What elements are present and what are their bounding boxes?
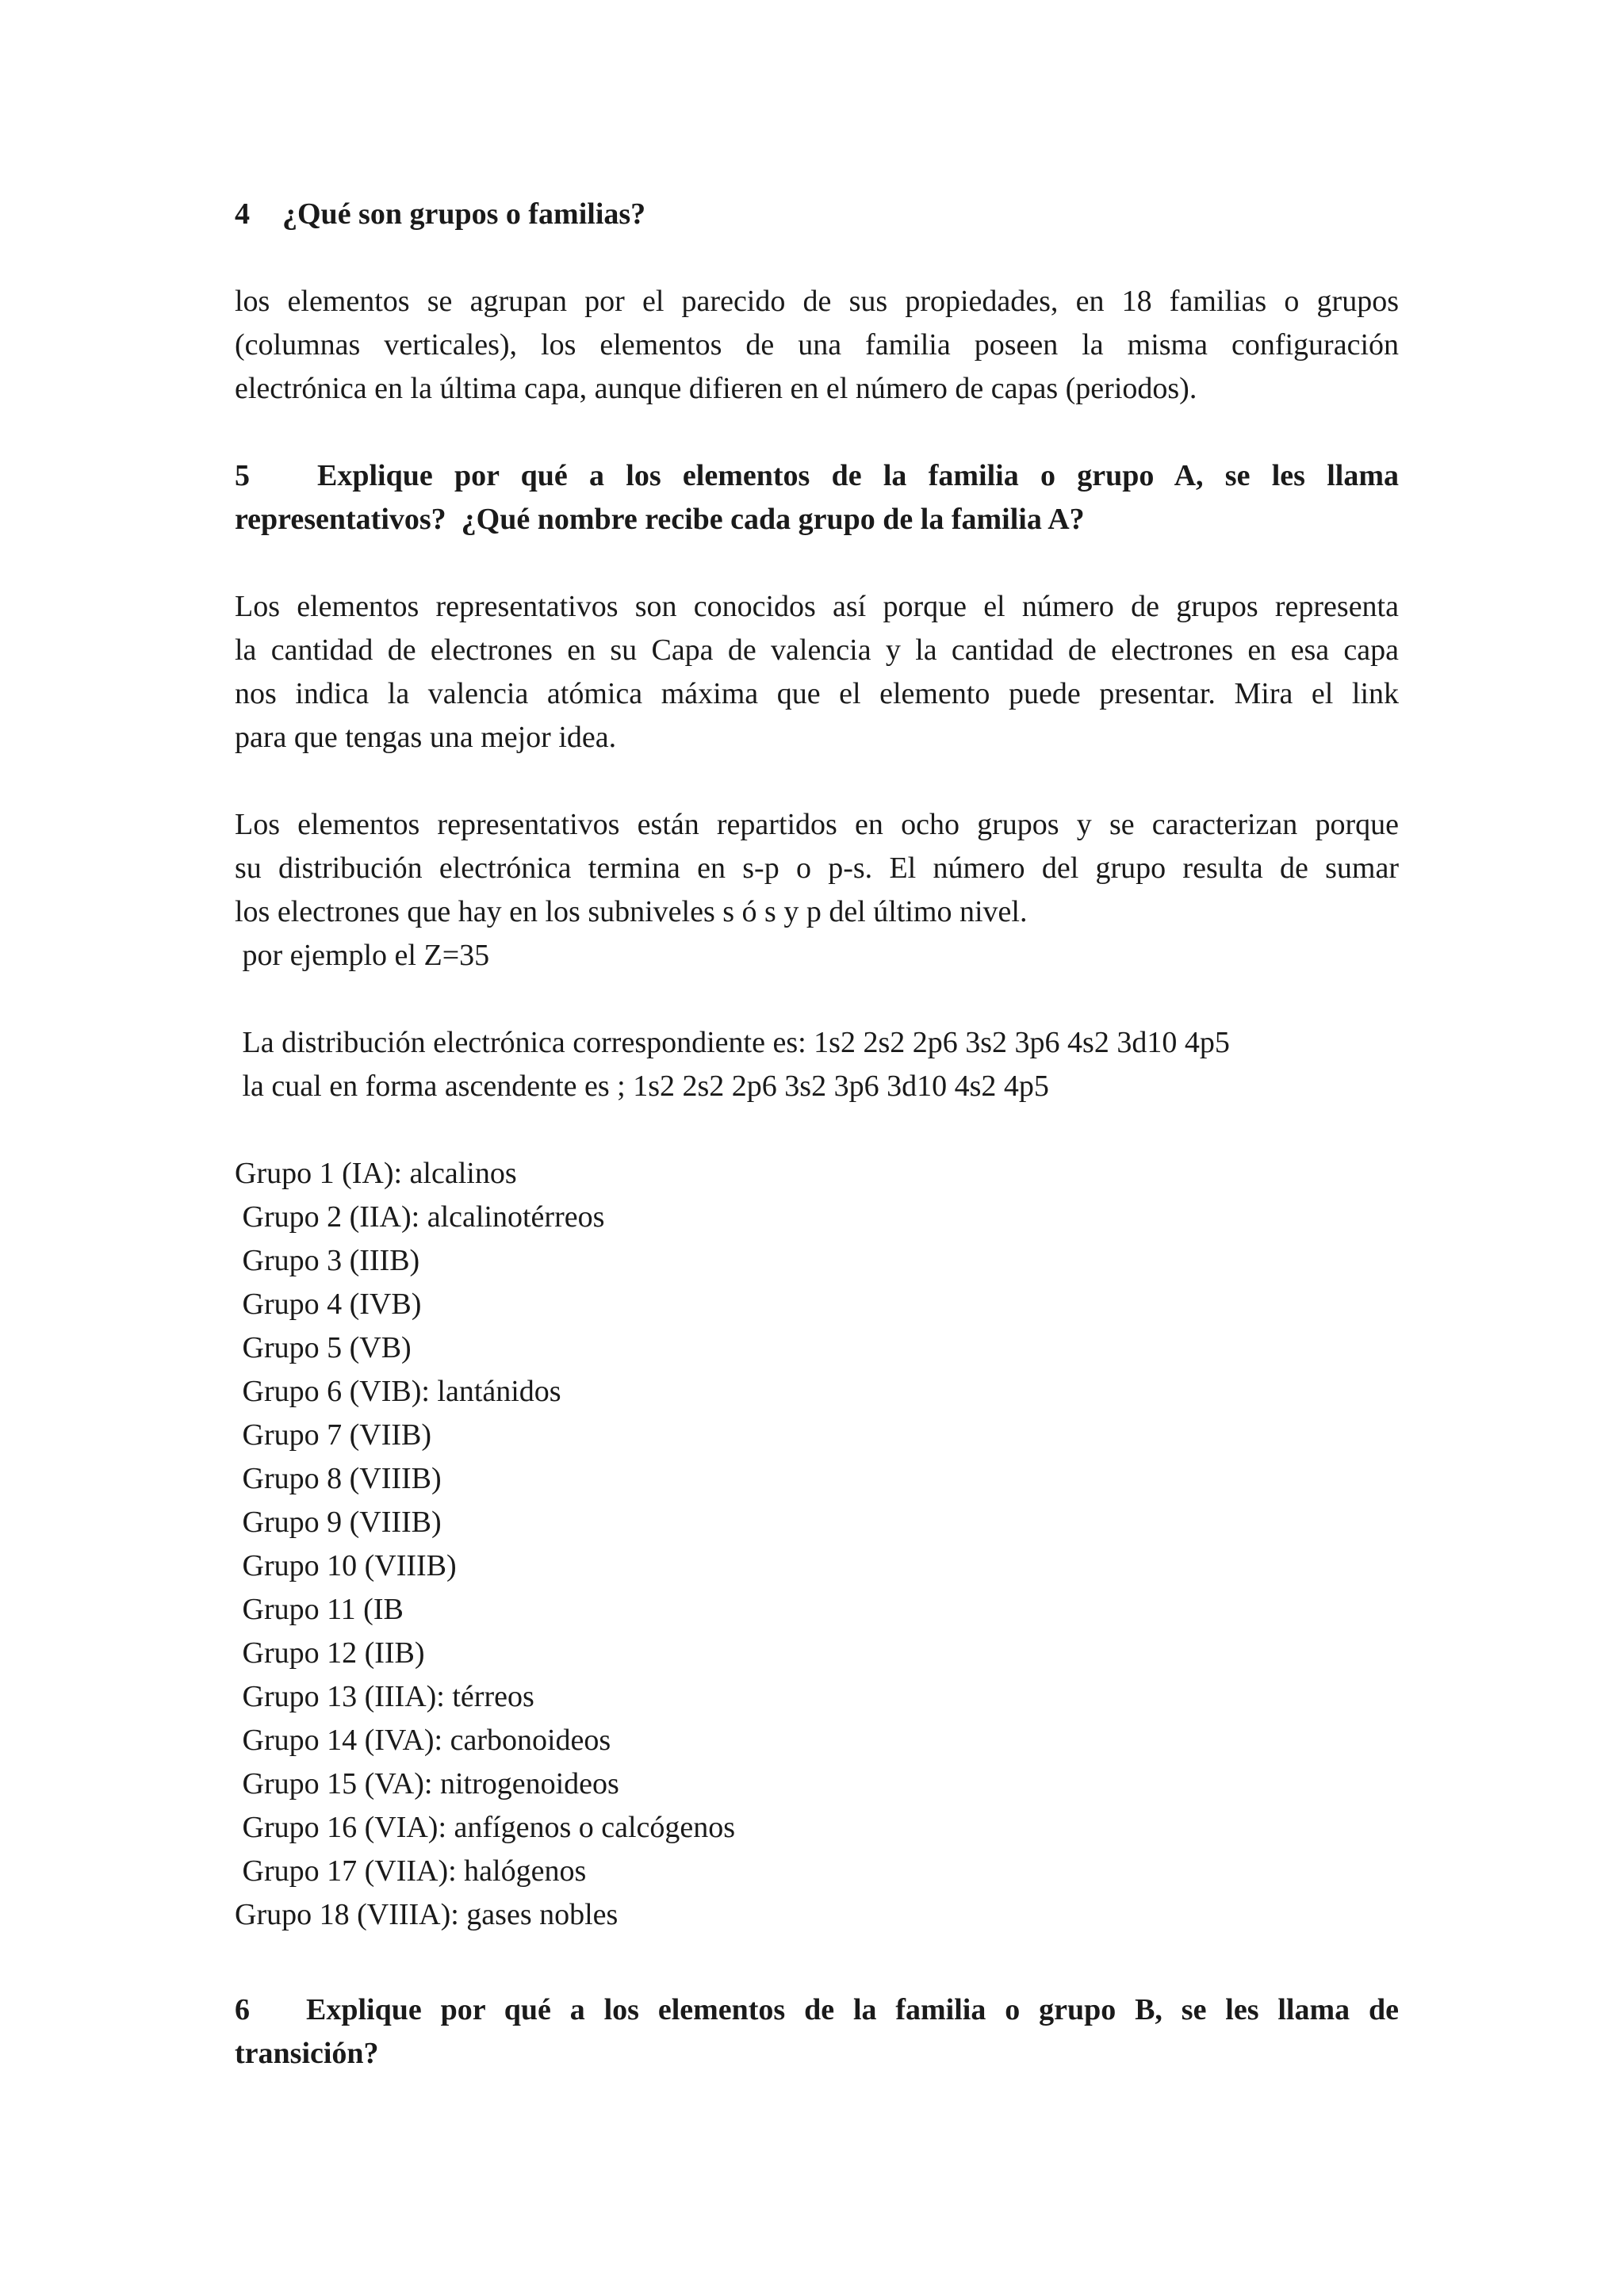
list-item: Grupo 14 (IVA): carbonoideos — [235, 1724, 611, 1757]
paragraph-line: la cual en forma ascendente es ; 1s2 2s2 2p6 3s2 3p6 3d10 4s2 4p5 — [235, 1070, 1049, 1103]
list-item: Grupo 5 (VB) — [235, 1331, 412, 1364]
list-item: Grupo 9 (VIIIB) — [235, 1506, 442, 1539]
list-item: Grupo 2 (IIA): alcalinotérreos — [235, 1200, 605, 1234]
answer-line: (columnas verticales), los elementos de una familia poseen la misma configuración — [235, 328, 1399, 362]
question-5-paragraph-3 — [235, 1021, 1399, 1108]
answer-line: electrónica en la última capa, aunque difieren en el número de capas (periodos). — [235, 372, 1197, 405]
question-4-heading — [235, 193, 1399, 236]
list-item: Grupo 15 (VA): nitrogenoideos — [235, 1767, 619, 1800]
list-item: Grupo 6 (VIB): lantánidos — [235, 1375, 561, 1408]
paragraph-line: nos indica la valencia atómica máxima que el elemento puede presentar. Mira el link — [235, 677, 1399, 710]
list-item: Grupo 3 (IIIB) — [235, 1244, 420, 1277]
paragraph-line: La distribución electrónica correspondiente es: 1s2 2s2 2p6 3s2 3p6 4s2 3d10 4p5 — [235, 1026, 1230, 1059]
list-item: Grupo 1 (IA): alcalinos — [235, 1157, 517, 1190]
groups-list — [235, 1152, 1399, 1937]
question-6-title-line-1: 6 Explique por qué a los elementos de la familia o grupo B, se les llama de — [235, 1988, 1399, 2032]
paragraph-line: los electrones que hay en los subniveles s ó s y p del último nivel. — [235, 895, 1028, 928]
list-item: Grupo 11 (IB — [235, 1593, 404, 1626]
list-item: Grupo 18 (VIIIA): gases nobles — [235, 1898, 619, 1931]
question-4-answer — [235, 280, 1399, 411]
question-5-title-line-1: 5 Explique por qué a los elementos de la familia o grupo A, se les llama — [235, 454, 1399, 498]
list-item: Grupo 7 (VIIB) — [235, 1418, 432, 1452]
list-item: Grupo 16 (VIA): anfígenos o calcógenos — [235, 1811, 736, 1844]
question-4-number: 4 — [235, 197, 250, 231]
question-5-title-line-2: representativos? ¿Qué nombre recibe cada grupo de la familia A? — [235, 503, 1085, 536]
list-item: Grupo 17 (VIIA): halógenos — [235, 1854, 587, 1888]
list-item: Grupo 12 (IIB) — [235, 1636, 425, 1670]
question-5-heading — [235, 454, 1399, 541]
question-4-title: ¿Qué son grupos o familias? — [282, 197, 646, 231]
paragraph-line: la cantidad de electrones en su Capa de valencia y la cantidad de electrones en esa capa — [235, 633, 1399, 667]
question-6-title-line-2: transición? — [235, 2037, 379, 2070]
list-item: Grupo 13 (IIIA): térreos — [235, 1680, 534, 1713]
paragraph-line: Los elementos representativos están repartidos en ocho grupos y se caracterizan porque — [235, 808, 1399, 841]
paragraph-line: Los elementos representativos son conocidos así porque el número de grupos representa — [235, 590, 1399, 623]
answer-line: los elementos se agrupan por el parecido de sus propiedades, en 18 familias o grupos — [235, 285, 1399, 318]
question-5-number: 5 — [235, 459, 250, 492]
paragraph-line: por ejemplo el Z=35 — [235, 939, 490, 972]
paragraph-line: su distribución electrónica termina en s-p o p-s. El número del grupo resulta de sumar — [235, 851, 1399, 885]
list-item: Grupo 4 (IVB) — [235, 1288, 422, 1321]
list-item: Grupo 8 (VIIIB) — [235, 1462, 442, 1495]
list-item: Grupo 10 (VIIIB) — [235, 1549, 457, 1582]
question-5-paragraph-1 — [235, 585, 1399, 760]
question-5-paragraph-2 — [235, 803, 1399, 978]
question-6-number: 6 — [235, 1993, 250, 2026]
question-6-heading — [235, 1988, 1399, 2076]
paragraph-line: para que tengas una mejor idea. — [235, 721, 617, 754]
